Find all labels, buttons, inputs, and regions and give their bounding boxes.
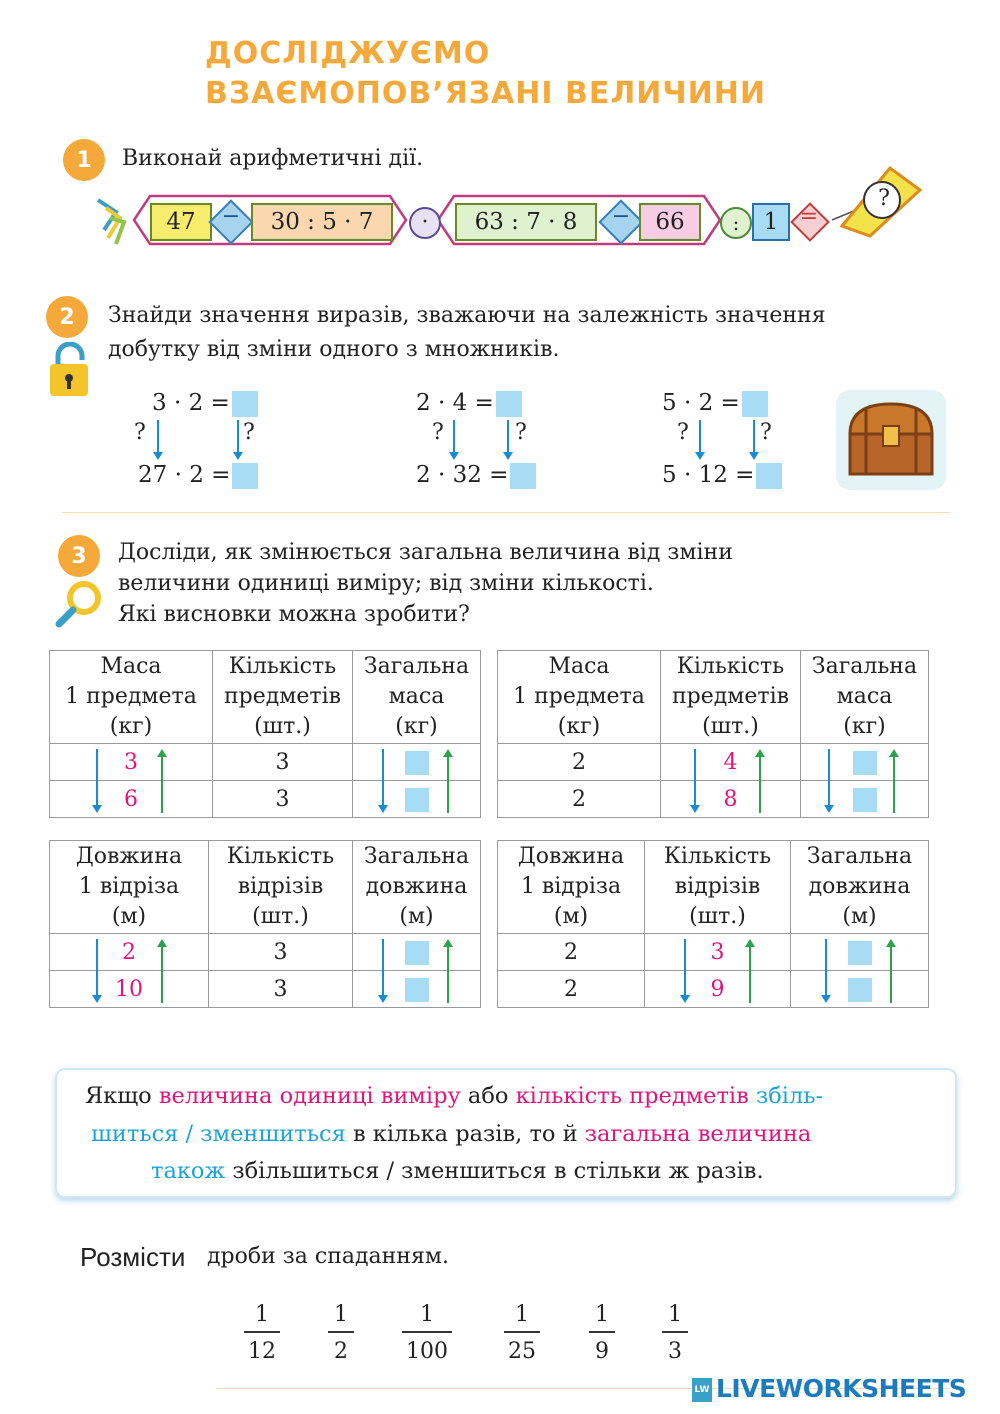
chain-op-minus: − — [221, 204, 241, 229]
chain-expr-b: 63 : 7 · 8 — [455, 203, 597, 241]
table-arrows-icon — [49, 743, 481, 819]
fraction: $\frac{1}{12}$ — [244, 1302, 280, 1364]
task3-text-line3: Які висновки можна зробити? — [118, 602, 470, 627]
table-mass-1: Маса 1 предмета (кг) Кількість предметів (шт.) Загальна маса (кг) 3 3 6 3 — [49, 650, 481, 818]
expr-bottom-3: 5 · 12 = — [662, 462, 782, 489]
table-cell: 3 — [645, 934, 791, 971]
rule-line1: Якщо величина одиниці виміру або кількість предметів збіль- — [85, 1083, 824, 1109]
task3-number: 3 — [58, 535, 100, 577]
question-mark: ? — [760, 420, 772, 445]
chain-number-1: 1 — [752, 203, 790, 241]
chain-op-minus-2: − — [611, 204, 631, 229]
task3-text-line1: Досліди, як змінюється загальна величина від зміни — [118, 540, 733, 565]
task2-text-line1: Знайди значення виразів, зважаючи на залежність значення — [108, 303, 826, 328]
answer-box[interactable] — [232, 391, 258, 417]
fraction: $\frac{1}{100}$ — [402, 1302, 452, 1364]
table-cell: 2 — [50, 934, 209, 971]
table-cell: 2 — [498, 971, 645, 1008]
expr-bottom-2: 2 · 32 = — [416, 462, 536, 489]
footer-brand[interactable]: LIVEWORKSHEETS — [716, 1374, 967, 1403]
fraction: $\frac{1}{2}$ — [328, 1302, 354, 1364]
task1-number: 1 — [63, 139, 105, 181]
answer-box[interactable] — [742, 391, 768, 417]
arrows-icon — [692, 418, 772, 462]
table-cell: 2 — [498, 744, 661, 781]
question-mark: ? — [677, 420, 689, 445]
chain-expr-a: 30 : 5 · 7 — [251, 203, 393, 241]
rule-line2: шиться / зменшиться в кілька разів, то й загальна величина — [91, 1121, 812, 1147]
table-arrows-icon — [497, 933, 929, 1009]
table-cell: 2 — [498, 934, 645, 971]
fraction: $\frac{1}{3}$ — [662, 1302, 688, 1364]
lock-icon — [48, 342, 92, 400]
rule-box — [55, 1068, 957, 1198]
chain-number-47: 47 — [150, 203, 212, 241]
chain-op-dot: · — [409, 207, 441, 239]
question-mark: ? — [243, 420, 255, 445]
page-title-line2: ВЗАЄМОПОВ’ЯЗАНІ ВЕЛИЧИНИ — [205, 76, 766, 111]
question-mark: ? — [515, 420, 527, 445]
table-arrows-icon — [49, 933, 481, 1009]
table-cell: 10 — [50, 971, 209, 1008]
fraction: $\frac{1}{9}$ — [589, 1302, 615, 1364]
arrows-icon — [148, 418, 248, 462]
table-cell: 2 — [498, 781, 661, 818]
expr-bottom-1: 27 · 2 = — [138, 462, 258, 489]
question-mark: ? — [134, 420, 146, 445]
expr-top-2: 2 · 4 = — [416, 390, 522, 417]
chain-op-divide: : — [720, 207, 752, 239]
table-cell: 3 — [50, 744, 213, 781]
expr-top-3: 5 · 2 = — [662, 390, 768, 417]
fraction: $\frac{1}{25}$ — [504, 1302, 540, 1364]
task4-text: дроби за спаданням. — [200, 1244, 449, 1269]
rule-line3: також збільшиться / зменшиться в стільки ж разів. — [151, 1158, 764, 1184]
section-divider — [62, 512, 950, 513]
chain-op-equals: = — [799, 204, 819, 229]
answer-box[interactable] — [232, 463, 258, 489]
answer-box[interactable] — [756, 463, 782, 489]
liveworksheets-logo-icon: LW — [692, 1378, 712, 1402]
table-cell: 6 — [50, 781, 213, 818]
chain-number-66: 66 — [639, 203, 701, 241]
expr-top-1: 3 · 2 = — [152, 390, 258, 417]
treasure-chest-icon — [836, 390, 946, 490]
task1-text: Виконай арифметичні дії. — [122, 146, 424, 171]
table-cell: 3 — [209, 971, 353, 1008]
table-length-1: Довжина 1 відріза (м) Кількість відрізів (шт.) Загальна довжина (м) 2 3 10 3 — [49, 840, 481, 1008]
answer-box[interactable] — [510, 463, 536, 489]
task4-lead: Розмісти — [80, 1242, 186, 1272]
task2-number: 2 — [46, 296, 88, 338]
table-arrows-icon — [497, 743, 929, 819]
answer-box[interactable] — [496, 391, 522, 417]
task3-text-line2: величини одиниці виміру; від зміни кількості. — [118, 571, 654, 596]
table-cell: 8 — [661, 781, 801, 818]
table-mass-2: Маса 1 предмета (кг) Кількість предметів (шт.) Загальна маса (кг) 2 4 2 8 — [497, 650, 929, 818]
table-cell: 3 — [213, 744, 353, 781]
magnifier-icon — [54, 580, 104, 630]
table-cell: 9 — [645, 971, 791, 1008]
table-length-2: Довжина 1 відріза (м) Кількість відрізів (шт.) Загальна довжина (м) 2 3 2 9 — [497, 840, 929, 1008]
table-cell: 3 — [213, 781, 353, 818]
arrows-icon — [446, 418, 526, 462]
page-title-line1: ДОСЛІДЖУЄМО — [205, 36, 491, 71]
table-cell: 3 — [209, 934, 353, 971]
table-cell: 4 — [661, 744, 801, 781]
question-mark: ? — [432, 420, 444, 445]
kite-question: ? — [878, 186, 890, 211]
task2-text-line2: добутку від зміни одного з множників. — [108, 337, 560, 362]
